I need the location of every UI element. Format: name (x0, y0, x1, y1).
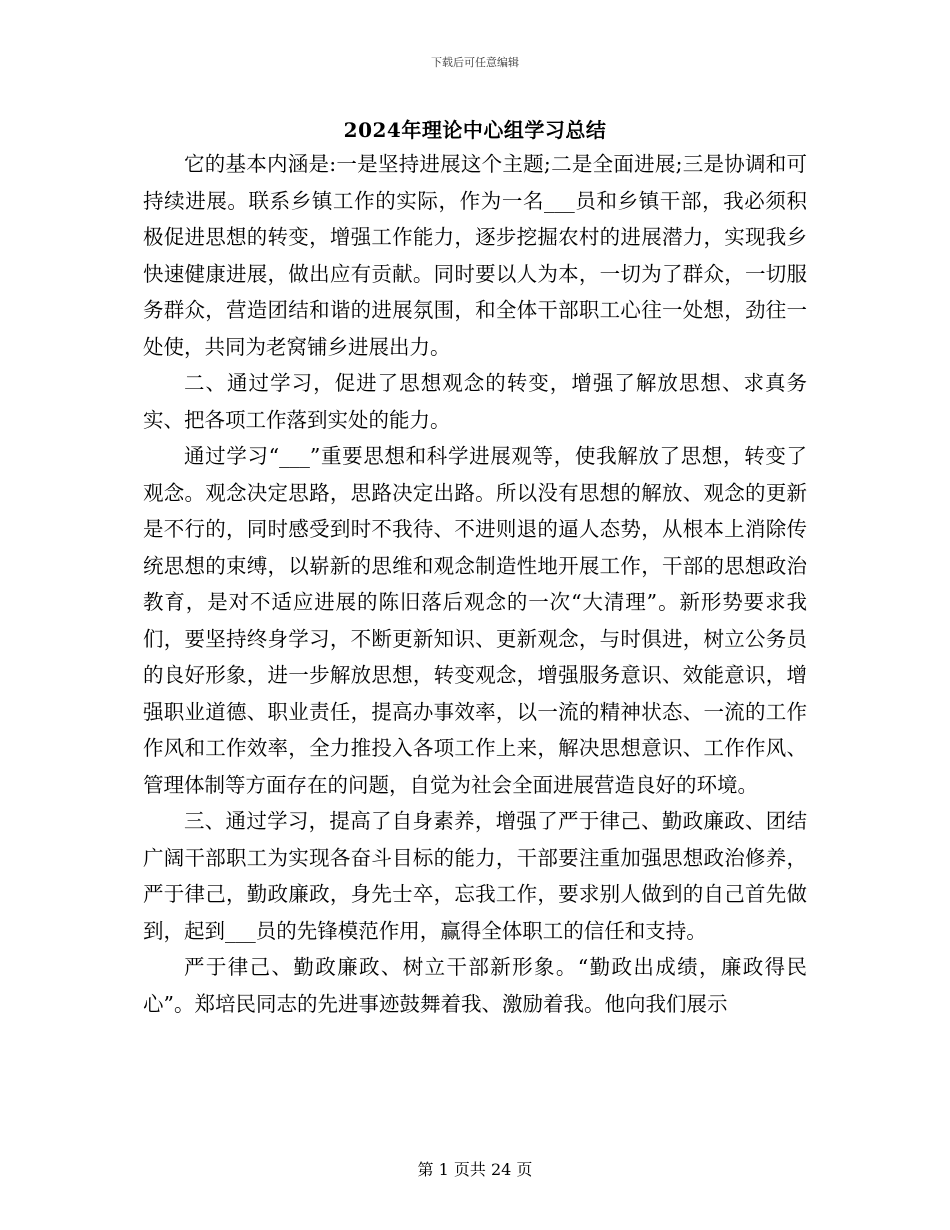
paragraph-3: 通过学习“___”重要思想和科学进展观等，使我解放了思想，转变了观念。观念决定思路，思路决定出路。所以没有思想的解放、观念的更新是不行的，同时感受到时不我待、不进则退的逼人态势，从根本上消除传统思想的束缚，以崭新的思维和观念制造性地开展工作，干部的思想政治教育，是对不适应进展的陈旧落后观念的一次“大清理”。新形势要求我们，要坚持终身学习，不断更新知识、更新观念，与时俱进，树立公务员的良好形象，进一步解放思想，转变观念，增强服务意识、效能意识，增强职业道德、职业责任，提高办事效率，以一流的精神状态、一流的工作作风和工作效率，全力推投入各项工作上来，解决思想意识、工作作风、管理体制等方面存在的问题，自觉为社会全面进展营造良好的环境。 (143, 444, 807, 797)
page-number: 第 1 页共 24 页 (417, 1160, 533, 1179)
paragraph-4: 三、通过学习，提高了自身素养，增强了严于律己、勤政廉政、团结广阔干部职工为实现各奋斗目标的能力，干部要注重加强思想政治修养，严于律己，勤政廉政，身先士卒，忘我工作，要求别人做到的自己首先做到，起到___员的先锋模范作用，赢得全体职工的信任和支持。 (143, 809, 807, 943)
document-body (143, 146, 807, 1022)
paragraph-5: 严于律己、勤政廉政、树立干部新形象。“勤政出成绩，廉政得民心”。郑培民同志的先进事迹鼓舞着我、激励着我。他向我们展示 (143, 955, 807, 1016)
paragraph-2: 二、通过学习，促进了思想观念的转变，增强了解放思想、求真务实、把各项工作落到实处的能力。 (143, 371, 807, 432)
document-title: 2024年理论中心组学习总结 (343, 118, 607, 142)
page-header-note: 下载后可任意编辑 (431, 56, 519, 69)
paragraph-1: 它的基本内涵是:一是坚持进展这个主题;二是全面进展;三是协调和可持续进展。联系乡镇工作的实际，作为一名___员和乡镇干部，我必须积极促进思想的转变，增强工作能力，逐步挖掘农村的进展潜力，实现我乡快速健康进展，做出应有贡献。同时要以人为本，一切为了群众，一切服务群众，营造团结和谐的进展氛围，和全体干部职工心往一处想，劲往一处使，共同为老窝铺乡进展出力。 (143, 152, 807, 359)
